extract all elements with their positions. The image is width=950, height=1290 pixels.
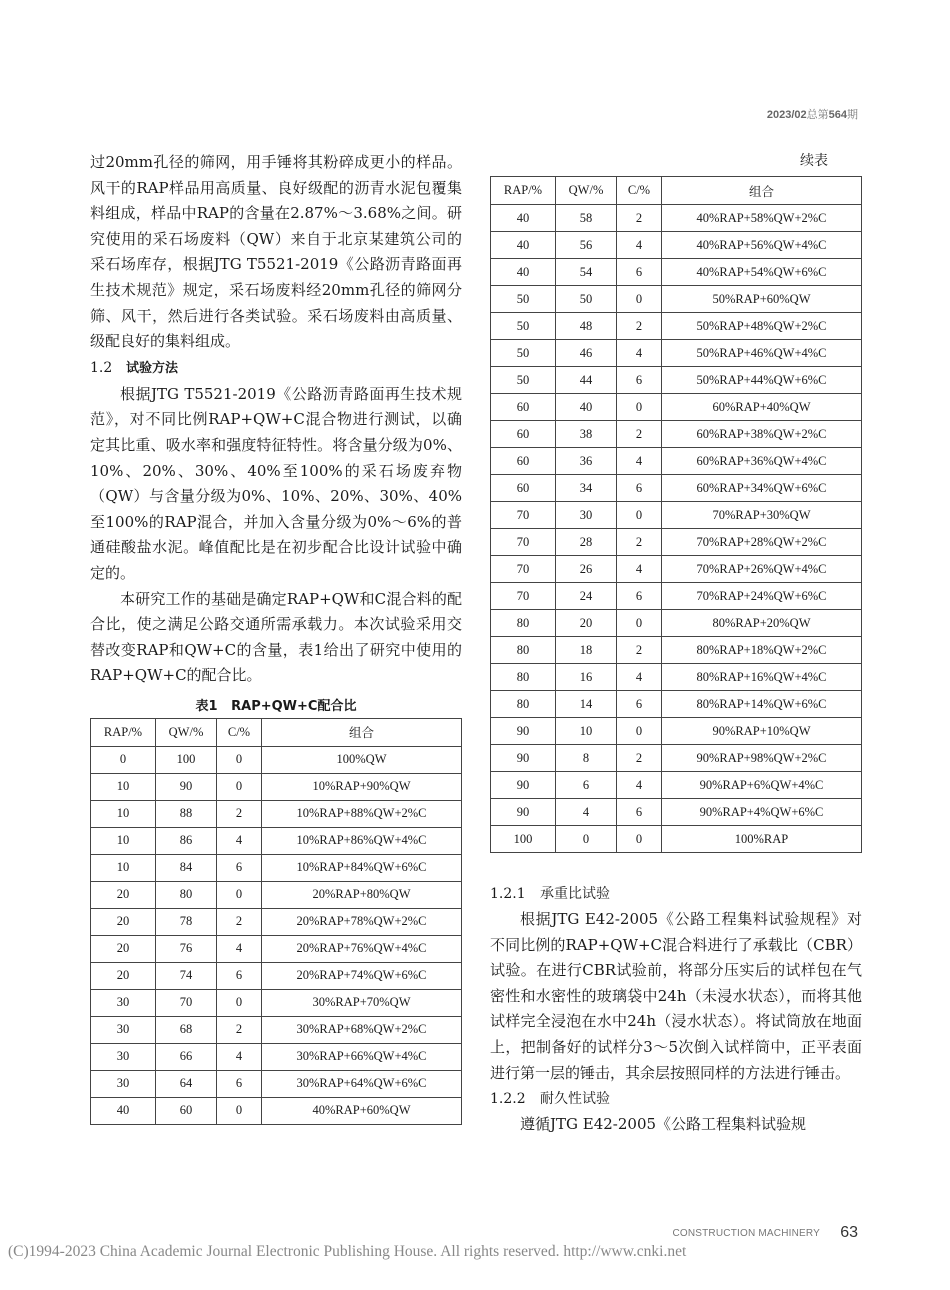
table-row bbox=[491, 421, 862, 448]
table-cell: 6 bbox=[617, 367, 662, 394]
table-cell: 60 bbox=[491, 448, 556, 475]
table-cell: 30%RAP+66%QW+4%C bbox=[262, 1043, 462, 1070]
table-row bbox=[491, 475, 862, 502]
table-row bbox=[491, 556, 862, 583]
table-cell: 54 bbox=[556, 259, 617, 286]
table-cell: 50 bbox=[491, 286, 556, 313]
table-cell: 90%RAP+98%QW+2%C bbox=[662, 745, 862, 772]
table-row bbox=[91, 746, 462, 773]
table-cell: 4 bbox=[217, 935, 262, 962]
table-row bbox=[491, 745, 862, 772]
table-cell: 84 bbox=[156, 854, 217, 881]
table-cell: 40 bbox=[556, 394, 617, 421]
table-cell: 90 bbox=[156, 773, 217, 800]
table-cell: 70%RAP+28%QW+2%C bbox=[662, 529, 862, 556]
table-cell: 2 bbox=[617, 745, 662, 772]
table-cell: 18 bbox=[556, 637, 617, 664]
table-row bbox=[91, 962, 462, 989]
table-cell: 2 bbox=[217, 800, 262, 827]
table-cell: 40%RAP+56%QW+4%C bbox=[662, 232, 862, 259]
table-cell: 8 bbox=[556, 745, 617, 772]
table-row bbox=[491, 772, 862, 799]
table-row bbox=[91, 1097, 462, 1124]
table-cell: 10 bbox=[91, 773, 156, 800]
table-cell: 20%RAP+78%QW+2%C bbox=[262, 908, 462, 935]
table-row bbox=[491, 583, 862, 610]
table-cell: 80%RAP+16%QW+4%C bbox=[662, 664, 862, 691]
table-cell: 80%RAP+14%QW+6%C bbox=[662, 691, 862, 718]
table-row bbox=[91, 773, 462, 800]
table-cell: 50%RAP+60%QW bbox=[662, 286, 862, 313]
paragraph: 过20mm孔径的筛网，用手锤将其粉碎成更小的样品。风干的RAP样品用高质量、良好级配的沥青水泥包覆集料组成，样品中RAP的含量在2.87%～3.68%之间。研究使用的采石场废料（QW）来自于北京某建筑公司的采石场库存，根据JTG T5521-2019《公路沥青路面再生技术规范》规定，采石场废料经20mm孔径的筛网分筛、风干，然后进行各类试验。采石场废料由高质量、级配良好的集料组成。 bbox=[90, 153, 462, 351]
table-row bbox=[91, 1043, 462, 1070]
table-cell: 6 bbox=[617, 583, 662, 610]
table-continued-label: 续表 bbox=[800, 153, 828, 169]
table-cell: 74 bbox=[156, 962, 217, 989]
table-row bbox=[491, 826, 862, 853]
table-cell: 4 bbox=[217, 1043, 262, 1070]
table-cell: 100%QW bbox=[262, 746, 462, 773]
mix-ratio-table-continued bbox=[490, 176, 862, 853]
table-row bbox=[491, 205, 862, 232]
table-cell: 90 bbox=[491, 745, 556, 772]
table-cell: 40 bbox=[491, 232, 556, 259]
issue-header: 2023/02总第564期 bbox=[766, 109, 858, 121]
table-cell: 2 bbox=[217, 908, 262, 935]
table-cell: 40 bbox=[491, 259, 556, 286]
table-cell: 80%RAP+20%QW bbox=[662, 610, 862, 637]
table-row bbox=[491, 799, 862, 826]
column-header: QW/% bbox=[556, 177, 617, 205]
column-header: RAP/% bbox=[491, 177, 556, 205]
table-cell: 86 bbox=[156, 827, 217, 854]
table-row bbox=[491, 313, 862, 340]
table-cell: 4 bbox=[617, 340, 662, 367]
table-cell: 40%RAP+54%QW+6%C bbox=[662, 259, 862, 286]
table-cell: 0 bbox=[617, 826, 662, 853]
table-cell: 0 bbox=[217, 746, 262, 773]
table-cell: 4 bbox=[617, 664, 662, 691]
paragraph: 遵循JTG E42-2005《公路工程集料试验规 bbox=[520, 1115, 807, 1134]
paragraph: 本研究工作的基础是确定RAP+QW和C混合料的配合比，使之满足公路交通所需承载力。本次试验采用交替改变RAP和QW+C的含量，表1给出了研究中使用的RAP+QW+C的配合比。 bbox=[90, 589, 462, 685]
column-header: RAP/% bbox=[91, 718, 156, 746]
table-cell: 30%RAP+68%QW+2%C bbox=[262, 1016, 462, 1043]
column-header: 组合 bbox=[662, 177, 862, 205]
table-cell: 10%RAP+88%QW+2%C bbox=[262, 800, 462, 827]
table-cell: 70 bbox=[491, 556, 556, 583]
section-heading: 1.2 试验方法 bbox=[90, 359, 179, 376]
table-cell: 100%RAP bbox=[662, 826, 862, 853]
column-header: QW/% bbox=[156, 718, 217, 746]
table-cell: 60%RAP+34%QW+6%C bbox=[662, 475, 862, 502]
table-cell: 70%RAP+26%QW+4%C bbox=[662, 556, 862, 583]
table-cell: 60 bbox=[156, 1097, 217, 1124]
table-cell: 80 bbox=[156, 881, 217, 908]
table-cell: 80 bbox=[491, 637, 556, 664]
table-cell: 0 bbox=[617, 502, 662, 529]
table-row bbox=[491, 340, 862, 367]
table-row bbox=[91, 1070, 462, 1097]
copyright-line: (C)1994-2023 China Academic Journal Electronic Publishing House. All rights reserved. http://www.cnki.net bbox=[8, 1243, 687, 1260]
table-cell: 90 bbox=[491, 799, 556, 826]
table-cell: 26 bbox=[556, 556, 617, 583]
table-cell: 6 bbox=[617, 259, 662, 286]
table-cell: 70%RAP+30%QW bbox=[662, 502, 862, 529]
table-cell: 30 bbox=[91, 989, 156, 1016]
table-cell: 30 bbox=[91, 1016, 156, 1043]
table-cell: 100 bbox=[491, 826, 556, 853]
table-row bbox=[491, 367, 862, 394]
column-header: C/% bbox=[217, 718, 262, 746]
journal-name: CONSTRUCTION MACHINERY bbox=[672, 1228, 820, 1239]
table-header-row bbox=[91, 718, 462, 746]
table-row bbox=[491, 502, 862, 529]
table-cell: 2 bbox=[617, 421, 662, 448]
table-cell: 70%RAP+24%QW+6%C bbox=[662, 583, 862, 610]
table-cell: 30%RAP+70%QW bbox=[262, 989, 462, 1016]
table-row bbox=[91, 827, 462, 854]
table-cell: 4 bbox=[617, 232, 662, 259]
table-cell: 36 bbox=[556, 448, 617, 475]
table-caption: 表1 RAP+QW+C配合比 bbox=[195, 698, 357, 714]
table-cell: 10 bbox=[91, 854, 156, 881]
table-cell: 60 bbox=[491, 394, 556, 421]
table-cell: 2 bbox=[617, 529, 662, 556]
table-cell: 28 bbox=[556, 529, 617, 556]
table-cell: 70 bbox=[491, 583, 556, 610]
table-cell: 20 bbox=[91, 881, 156, 908]
table-row bbox=[91, 1016, 462, 1043]
mix-ratio-table bbox=[90, 718, 462, 1125]
table-cell: 10 bbox=[556, 718, 617, 745]
table-cell: 4 bbox=[556, 799, 617, 826]
table-cell: 38 bbox=[556, 421, 617, 448]
table-cell: 80 bbox=[491, 664, 556, 691]
table-cell: 40 bbox=[491, 205, 556, 232]
table-cell: 6 bbox=[617, 691, 662, 718]
table-cell: 70 bbox=[491, 502, 556, 529]
table-cell: 6 bbox=[217, 854, 262, 881]
table-cell: 90%RAP+4%QW+6%C bbox=[662, 799, 862, 826]
table-cell: 30 bbox=[556, 502, 617, 529]
table-cell: 68 bbox=[156, 1016, 217, 1043]
table-cell: 50%RAP+44%QW+6%C bbox=[662, 367, 862, 394]
table-cell: 10 bbox=[91, 800, 156, 827]
table-cell: 78 bbox=[156, 908, 217, 935]
table-cell: 60%RAP+40%QW bbox=[662, 394, 862, 421]
table-cell: 34 bbox=[556, 475, 617, 502]
table-body bbox=[91, 746, 462, 1124]
column-header: C/% bbox=[617, 177, 662, 205]
table-cell: 6 bbox=[617, 799, 662, 826]
table-cell: 44 bbox=[556, 367, 617, 394]
table-cell: 50%RAP+48%QW+2%C bbox=[662, 313, 862, 340]
table-cell: 48 bbox=[556, 313, 617, 340]
table-cell: 56 bbox=[556, 232, 617, 259]
table-cell: 2 bbox=[617, 313, 662, 340]
table-cell: 20 bbox=[91, 962, 156, 989]
table-row bbox=[491, 610, 862, 637]
table-cell: 6 bbox=[217, 962, 262, 989]
table-cell: 2 bbox=[617, 637, 662, 664]
table-cell: 6 bbox=[217, 1070, 262, 1097]
table-cell: 10 bbox=[91, 827, 156, 854]
table-cell: 40%RAP+60%QW bbox=[262, 1097, 462, 1124]
table-cell: 14 bbox=[556, 691, 617, 718]
table-cell: 20%RAP+80%QW bbox=[262, 881, 462, 908]
table-row bbox=[491, 259, 862, 286]
table-row bbox=[491, 448, 862, 475]
table-cell: 4 bbox=[217, 827, 262, 854]
table-cell: 70 bbox=[491, 529, 556, 556]
table-cell: 10%RAP+90%QW bbox=[262, 773, 462, 800]
table-row bbox=[491, 529, 862, 556]
table-cell: 4 bbox=[617, 448, 662, 475]
table-cell: 0 bbox=[217, 881, 262, 908]
table-cell: 46 bbox=[556, 340, 617, 367]
table-cell: 50%RAP+46%QW+4%C bbox=[662, 340, 862, 367]
table-cell: 60%RAP+38%QW+2%C bbox=[662, 421, 862, 448]
table-cell: 80%RAP+18%QW+2%C bbox=[662, 637, 862, 664]
table-cell: 4 bbox=[617, 556, 662, 583]
table-cell: 6 bbox=[556, 772, 617, 799]
table-row bbox=[491, 286, 862, 313]
table-cell: 20 bbox=[91, 908, 156, 935]
table-cell: 10%RAP+84%QW+6%C bbox=[262, 854, 462, 881]
table-row bbox=[91, 854, 462, 881]
table-header-row bbox=[491, 177, 862, 205]
table-cell: 60%RAP+36%QW+4%C bbox=[662, 448, 862, 475]
table-cell: 58 bbox=[556, 205, 617, 232]
table-cell: 30 bbox=[91, 1043, 156, 1070]
table-cell: 90%RAP+10%QW bbox=[662, 718, 862, 745]
table-cell: 100 bbox=[156, 746, 217, 773]
table-row bbox=[91, 989, 462, 1016]
column-header: 组合 bbox=[262, 718, 462, 746]
table-cell: 0 bbox=[556, 826, 617, 853]
table-cell: 2 bbox=[617, 205, 662, 232]
table-cell: 20 bbox=[91, 935, 156, 962]
table-row bbox=[91, 908, 462, 935]
table-cell: 20%RAP+74%QW+6%C bbox=[262, 962, 462, 989]
table-cell: 50 bbox=[491, 313, 556, 340]
table-cell: 50 bbox=[556, 286, 617, 313]
table-cell: 0 bbox=[91, 746, 156, 773]
table-cell: 6 bbox=[617, 475, 662, 502]
table-cell: 90 bbox=[491, 772, 556, 799]
table-cell: 70 bbox=[156, 989, 217, 1016]
table-cell: 20%RAP+76%QW+4%C bbox=[262, 935, 462, 962]
table-cell: 66 bbox=[156, 1043, 217, 1070]
table-cell: 10%RAP+86%QW+4%C bbox=[262, 827, 462, 854]
page-number: 63 bbox=[840, 1224, 858, 1241]
table-row bbox=[491, 691, 862, 718]
table-cell: 0 bbox=[217, 989, 262, 1016]
table-row bbox=[91, 800, 462, 827]
subsection-heading: 1.2.1 承重比试验 bbox=[490, 886, 610, 902]
table-row bbox=[491, 394, 862, 421]
table-cell: 90%RAP+6%QW+4%C bbox=[662, 772, 862, 799]
table-cell: 50 bbox=[491, 340, 556, 367]
table-cell: 0 bbox=[617, 610, 662, 637]
table-cell: 0 bbox=[617, 718, 662, 745]
right-column bbox=[490, 150, 862, 1138]
table-cell: 90 bbox=[491, 718, 556, 745]
table-cell: 60 bbox=[491, 421, 556, 448]
table-row bbox=[491, 637, 862, 664]
table-row bbox=[491, 232, 862, 259]
table-cell: 80 bbox=[491, 610, 556, 637]
table-cell: 40 bbox=[91, 1097, 156, 1124]
table-cell: 0 bbox=[617, 394, 662, 421]
table-cell: 0 bbox=[217, 1097, 262, 1124]
table-cell: 20 bbox=[556, 610, 617, 637]
table-body bbox=[491, 205, 862, 853]
paragraph: 根据JTG T5521-2019《公路沥青路面再生技术规范》，对不同比例RAP+QW+C混合物进行测试，以确定其比重、吸水率和强度特征特性。将含量分级为0%、10%、20%、30%、40%至100%的采石场废弃物（QW）与含量分级为0%、10%、20%、30%、40%至100%的RAP混合，并加入含量分级为0%～6%的普通硅酸盐水泥。峰值配比是在初步配合比设计试验中确定的。 bbox=[90, 384, 462, 582]
table-cell: 24 bbox=[556, 583, 617, 610]
table-cell: 80 bbox=[491, 691, 556, 718]
table-cell: 2 bbox=[217, 1016, 262, 1043]
table-cell: 0 bbox=[617, 286, 662, 313]
table-cell: 50 bbox=[491, 367, 556, 394]
table-row bbox=[91, 881, 462, 908]
table-cell: 4 bbox=[617, 772, 662, 799]
table-cell: 60 bbox=[491, 475, 556, 502]
table-cell: 30%RAP+64%QW+6%C bbox=[262, 1070, 462, 1097]
table-cell: 88 bbox=[156, 800, 217, 827]
table-row bbox=[491, 664, 862, 691]
table-row bbox=[91, 935, 462, 962]
table-row bbox=[491, 718, 862, 745]
subsection-heading: 1.2.2 耐久性试验 bbox=[490, 1091, 610, 1108]
table-cell: 30 bbox=[91, 1070, 156, 1097]
table-cell: 64 bbox=[156, 1070, 217, 1097]
left-column bbox=[90, 150, 462, 1125]
table-cell: 76 bbox=[156, 935, 217, 962]
paragraph: 根据JTG E42-2005《公路工程集料试验规程》对不同比例的RAP+QW+C混合料进行了承载比（CBR）试验。在进行CBR试验前，将部分压实后的试样包在气密性和水密性的玻璃袋中24h（未浸水状态），而将其他试样完全浸泡在水中24h（浸水状态）。将试筒放在地面上，把制备好的试样分3～5次倒入试样筒中，正平表面进行第一层的锤击，其余层按照同样的方法进行锤击。 bbox=[490, 910, 862, 1082]
table-cell: 0 bbox=[217, 773, 262, 800]
table-cell: 40%RAP+58%QW+2%C bbox=[662, 205, 862, 232]
table-cell: 16 bbox=[556, 664, 617, 691]
